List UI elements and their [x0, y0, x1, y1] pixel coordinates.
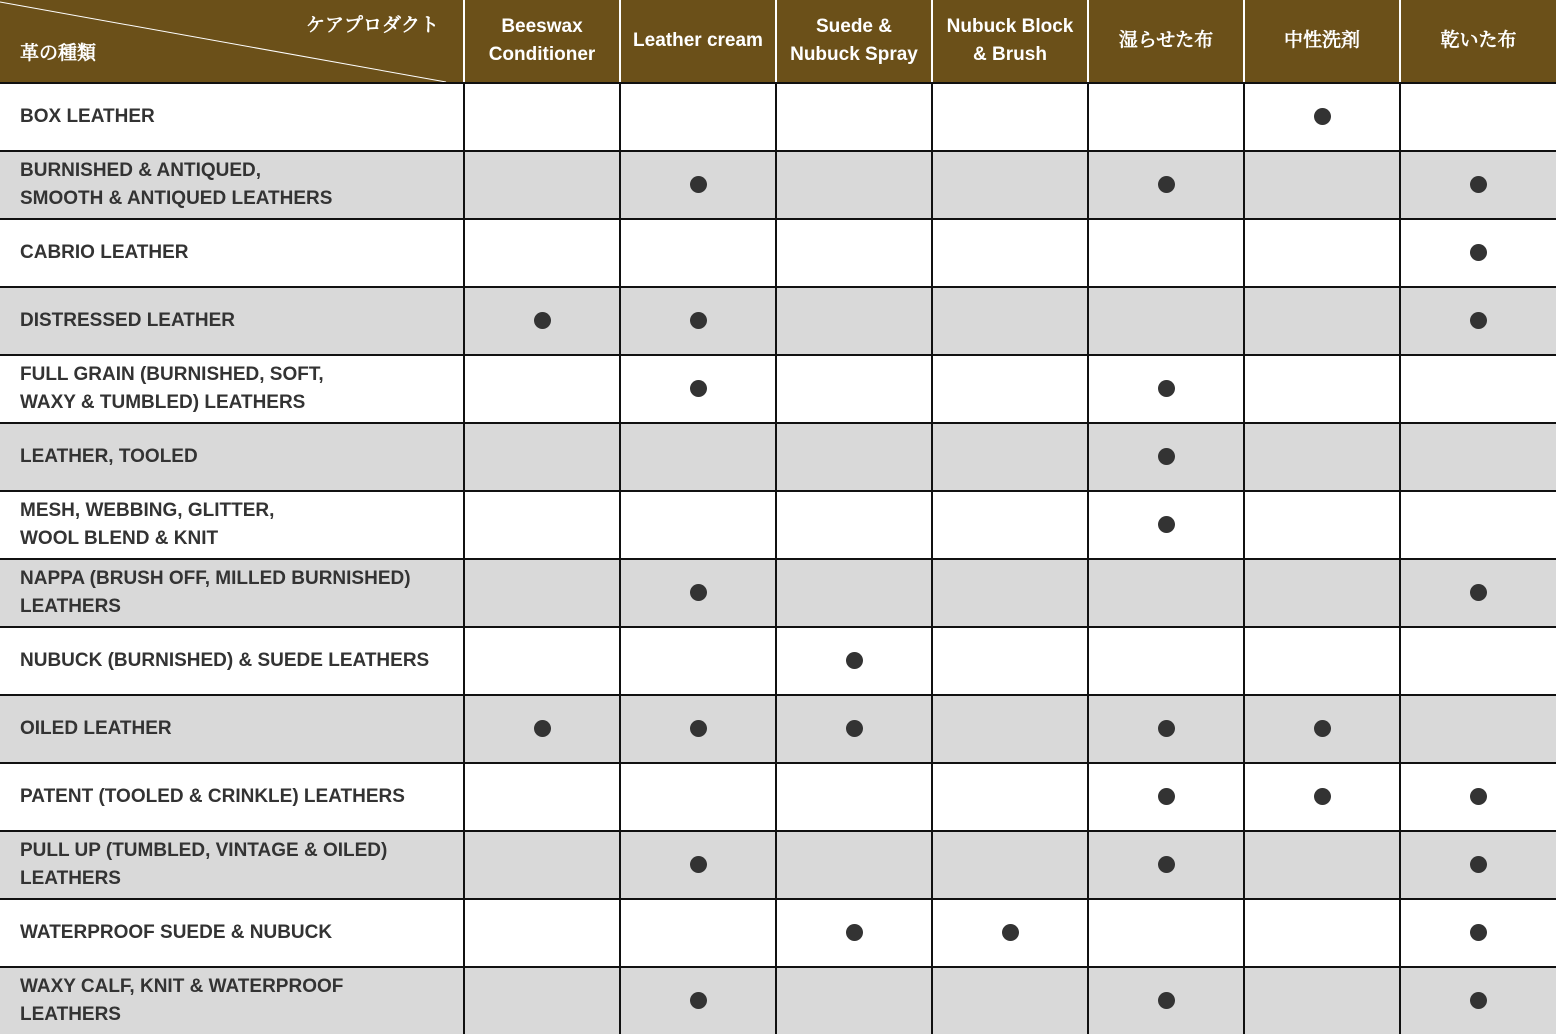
recommended-dot-icon	[690, 312, 707, 329]
recommended-dot-icon	[1314, 108, 1331, 125]
mark-cell	[1244, 355, 1400, 423]
mark-cell	[776, 151, 932, 219]
column-header-label: Suede & Nubuck Spray	[790, 16, 918, 65]
care-product-label: ケアプロダクト	[305, 15, 439, 36]
mark-cell	[1244, 83, 1400, 151]
mark-cell	[464, 899, 620, 967]
recommended-dot-icon	[1314, 720, 1331, 737]
mark-cell	[464, 831, 620, 899]
mark-cell	[776, 287, 932, 355]
column-header	[932, 0, 1088, 83]
table-row	[0, 695, 1556, 763]
leather-type-cell: MESH, WEBBING, GLITTER, WOOL BLEND & KNIT	[0, 491, 464, 559]
mark-cell	[1088, 83, 1244, 151]
mark-cell	[1400, 423, 1556, 491]
leather-type-cell: LEATHER, TOOLED	[0, 423, 464, 491]
mark-cell	[1088, 899, 1244, 967]
recommended-dot-icon	[690, 584, 707, 601]
mark-cell	[464, 695, 620, 763]
leather-type-cell: WAXY CALF, KNIT & WATERPROOF LEATHERS	[0, 967, 464, 1034]
leather-type-cell: PULL UP (TUMBLED, VINTAGE & OILED) LEATHERS	[0, 831, 464, 899]
mark-cell	[464, 967, 620, 1034]
mark-cell	[1088, 423, 1244, 491]
mark-cell	[620, 763, 776, 831]
mark-cell	[1244, 151, 1400, 219]
mark-cell	[1400, 83, 1556, 151]
recommended-dot-icon	[1470, 856, 1487, 873]
recommended-dot-icon	[1158, 176, 1175, 193]
mark-cell	[1244, 899, 1400, 967]
mark-cell	[620, 559, 776, 627]
recommended-dot-icon	[846, 652, 863, 669]
recommended-dot-icon	[1158, 992, 1175, 1009]
mark-cell	[620, 899, 776, 967]
mark-cell	[464, 83, 620, 151]
column-header	[1400, 0, 1556, 83]
mark-cell	[932, 627, 1088, 695]
recommended-dot-icon	[1470, 244, 1487, 261]
mark-cell	[620, 83, 776, 151]
mark-cell	[1088, 627, 1244, 695]
mark-cell	[1088, 831, 1244, 899]
column-header	[1244, 0, 1400, 83]
mark-cell	[1400, 899, 1556, 967]
mark-cell	[776, 763, 932, 831]
leather-type-label: 革の種類	[20, 43, 97, 64]
mark-cell	[620, 627, 776, 695]
mark-cell	[464, 491, 620, 559]
leather-type-cell: WATERPROOF SUEDE & NUBUCK	[0, 899, 464, 967]
mark-cell	[1400, 355, 1556, 423]
mark-cell	[620, 287, 776, 355]
mark-cell	[464, 763, 620, 831]
column-header-label: Leather cream	[633, 30, 763, 51]
mark-cell	[1088, 491, 1244, 559]
mark-cell	[932, 83, 1088, 151]
recommended-dot-icon	[1470, 584, 1487, 601]
header-row	[0, 0, 1556, 83]
mark-cell	[932, 151, 1088, 219]
mark-cell	[932, 287, 1088, 355]
mark-cell	[620, 355, 776, 423]
recommended-dot-icon	[846, 924, 863, 941]
recommended-dot-icon	[1470, 176, 1487, 193]
table-row	[0, 627, 1556, 695]
mark-cell	[1400, 967, 1556, 1034]
mark-cell	[1244, 491, 1400, 559]
mark-cell	[932, 491, 1088, 559]
mark-cell	[1244, 695, 1400, 763]
table-row	[0, 967, 1556, 1034]
table-row	[0, 355, 1556, 423]
recommended-dot-icon	[690, 720, 707, 737]
mark-cell	[932, 967, 1088, 1034]
recommended-dot-icon	[1314, 788, 1331, 805]
mark-cell	[464, 151, 620, 219]
mark-cell	[776, 627, 932, 695]
leather-type-cell: CABRIO LEATHER	[0, 219, 464, 287]
table-row	[0, 491, 1556, 559]
column-header	[776, 0, 932, 83]
recommended-dot-icon	[1158, 788, 1175, 805]
recommended-dot-icon	[1158, 448, 1175, 465]
table-row	[0, 287, 1556, 355]
leather-type-cell: BOX LEATHER	[0, 83, 464, 151]
mark-cell	[1244, 287, 1400, 355]
mark-cell	[620, 219, 776, 287]
leather-type-cell: NAPPA (BRUSH OFF, MILLED BURNISHED) LEATHERS	[0, 559, 464, 627]
leather-type-cell: PATENT (TOOLED & CRINKLE) LEATHERS	[0, 763, 464, 831]
mark-cell	[1088, 219, 1244, 287]
mark-cell	[620, 831, 776, 899]
leather-type-cell: DISTRESSED LEATHER	[0, 287, 464, 355]
mark-cell	[776, 559, 932, 627]
mark-cell	[1088, 763, 1244, 831]
mark-cell	[1400, 831, 1556, 899]
mark-cell	[1244, 627, 1400, 695]
table-row	[0, 219, 1556, 287]
mark-cell	[464, 423, 620, 491]
mark-cell	[464, 559, 620, 627]
recommended-dot-icon	[534, 312, 551, 329]
recommended-dot-icon	[1470, 312, 1487, 329]
table-row	[0, 763, 1556, 831]
mark-cell	[1244, 967, 1400, 1034]
table-row	[0, 423, 1556, 491]
mark-cell	[1400, 695, 1556, 763]
mark-cell	[1244, 423, 1400, 491]
mark-cell	[932, 355, 1088, 423]
mark-cell	[1244, 831, 1400, 899]
column-header-label: Beeswax Conditioner	[488, 16, 596, 65]
recommended-dot-icon	[1470, 924, 1487, 941]
column-header	[620, 0, 776, 83]
mark-cell	[1400, 219, 1556, 287]
mark-cell	[1244, 763, 1400, 831]
table-row	[0, 899, 1556, 967]
mark-cell	[1400, 627, 1556, 695]
recommended-dot-icon	[690, 992, 707, 1009]
recommended-dot-icon	[690, 856, 707, 873]
mark-cell	[776, 219, 932, 287]
recommended-dot-icon	[846, 720, 863, 737]
corner-header-cell	[0, 0, 464, 83]
mark-cell	[620, 423, 776, 491]
mark-cell	[776, 491, 932, 559]
mark-cell	[1088, 355, 1244, 423]
mark-cell	[932, 695, 1088, 763]
leather-type-cell: BURNISHED & ANTIQUED, SMOOTH & ANTIQUED LEATHERS	[0, 151, 464, 219]
column-header	[1088, 0, 1244, 83]
mark-cell	[776, 695, 932, 763]
table-row	[0, 83, 1556, 151]
mark-cell	[620, 695, 776, 763]
mark-cell	[776, 831, 932, 899]
mark-cell	[464, 219, 620, 287]
mark-cell	[620, 151, 776, 219]
recommended-dot-icon	[1158, 516, 1175, 533]
mark-cell	[1088, 559, 1244, 627]
mark-cell	[1088, 287, 1244, 355]
mark-cell	[464, 355, 620, 423]
recommended-dot-icon	[534, 720, 551, 737]
recommended-dot-icon	[1158, 380, 1175, 397]
recommended-dot-icon	[690, 176, 707, 193]
recommended-dot-icon	[1002, 924, 1019, 941]
column-header-label: Nubuck Block & Brush	[946, 16, 1074, 65]
mark-cell	[620, 491, 776, 559]
mark-cell	[932, 219, 1088, 287]
mark-cell	[1088, 695, 1244, 763]
mark-cell	[1244, 559, 1400, 627]
mark-cell	[932, 763, 1088, 831]
mark-cell	[776, 355, 932, 423]
mark-cell	[464, 287, 620, 355]
recommended-dot-icon	[1158, 856, 1175, 873]
mark-cell	[932, 559, 1088, 627]
mark-cell	[776, 899, 932, 967]
recommended-dot-icon	[690, 380, 707, 397]
recommended-dot-icon	[1470, 788, 1487, 805]
table-row	[0, 559, 1556, 627]
table-row	[0, 831, 1556, 899]
mark-cell	[1400, 763, 1556, 831]
mark-cell	[776, 423, 932, 491]
recommended-dot-icon	[1158, 720, 1175, 737]
mark-cell	[932, 831, 1088, 899]
mark-cell	[776, 967, 932, 1034]
table-body	[0, 83, 1556, 1034]
mark-cell	[1400, 559, 1556, 627]
column-header-label: 湿らせた布	[1118, 30, 1214, 51]
mark-cell	[932, 899, 1088, 967]
mark-cell	[776, 83, 932, 151]
column-header	[464, 0, 620, 83]
mark-cell	[1400, 491, 1556, 559]
mark-cell	[620, 967, 776, 1034]
mark-cell	[464, 627, 620, 695]
leather-type-cell: FULL GRAIN (BURNISHED, SOFT, WAXY & TUMBLED) LEATHERS	[0, 355, 464, 423]
leather-type-cell: NUBUCK (BURNISHED) & SUEDE LEATHERS	[0, 627, 464, 695]
mark-cell	[1088, 151, 1244, 219]
mark-cell	[1088, 967, 1244, 1034]
mark-cell	[1400, 151, 1556, 219]
column-header-label: 中性洗剤	[1283, 30, 1360, 51]
leather-type-cell: OILED LEATHER	[0, 695, 464, 763]
mark-cell	[1244, 219, 1400, 287]
recommended-dot-icon	[1470, 992, 1487, 1009]
mark-cell	[932, 423, 1088, 491]
table-row	[0, 151, 1556, 219]
column-header-label: 乾いた布	[1440, 30, 1517, 51]
mark-cell	[1400, 287, 1556, 355]
